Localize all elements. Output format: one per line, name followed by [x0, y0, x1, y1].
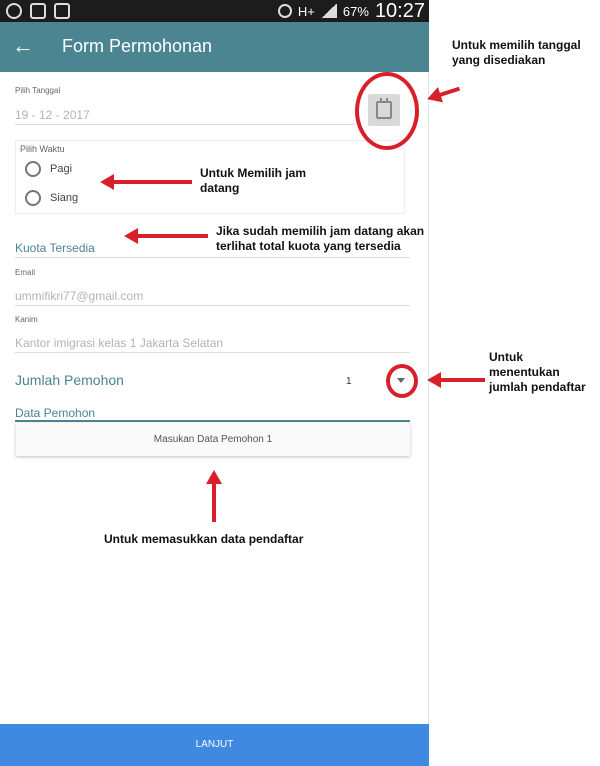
arrow-data-entry-icon [212, 482, 216, 522]
radio-siang-label: Siang [50, 192, 79, 204]
kanim-field[interactable]: Kantor imigrasi kelas 1 Jakarta Selatan [15, 336, 224, 350]
arrow-count-icon [439, 378, 485, 382]
radio-pagi-label: Pagi [50, 163, 73, 175]
location-icon [6, 3, 22, 19]
email-underline [15, 305, 410, 306]
applicant-data-label: Data Pemohon [15, 406, 96, 420]
annotation-count: Untuk menentukan jumlah pendaftar [489, 350, 586, 394]
app-bar [0, 22, 429, 72]
kanim-label: Kanim [15, 315, 38, 324]
back-arrow-icon[interactable]: ← [12, 33, 34, 58]
notification-icons [6, 3, 70, 19]
chat-app-icon [30, 3, 46, 19]
annotation-quota: Jika sudah memilih jam datang akan terlihat total kuota yang tersedia [216, 224, 425, 253]
email-label: Email [15, 268, 36, 277]
status-bar [0, 0, 429, 22]
time-label: Pilih Waktu [20, 144, 65, 154]
date-picker-highlight [355, 72, 419, 150]
annotation-date-picker: Untuk memilih tanggal yang disediakan [452, 38, 581, 67]
arrow-time-icon [112, 180, 192, 184]
radio-circle-icon [25, 190, 41, 206]
applicant-count-value[interactable]: 1 [346, 376, 352, 387]
kanim-underline [15, 352, 410, 353]
radio-siang[interactable] [25, 190, 78, 206]
continue-button[interactable]: LANJUT [0, 724, 429, 766]
page-title: Form Permohonan [62, 36, 213, 56]
date-label: Pilih Tanggal [15, 86, 61, 95]
date-underline [15, 124, 355, 125]
count-dropdown-highlight [386, 364, 418, 398]
date-field[interactable]: 19 - 12 - 2017 [15, 108, 90, 122]
radio-circle-icon [25, 161, 41, 177]
arrow-quota-icon [136, 234, 208, 238]
annotation-data-entry: Untuk memasukkan data pendaftar [104, 532, 304, 546]
status-indicators [278, 0, 425, 22]
arrow-date-icon [438, 87, 460, 98]
clock: 10:27 [374, 0, 425, 22]
battery-level: 67% [342, 3, 369, 19]
quota-title: Kuota Tersedia [15, 241, 95, 255]
annotation-time-choice: Untuk Memilih jam datang [200, 166, 307, 195]
enter-applicant-data-button[interactable]: Masukan Data Pemohon 1 [16, 423, 410, 456]
applicant-data-underline [15, 420, 410, 422]
quota-underline [15, 257, 410, 258]
email-field[interactable]: ummifikri77@gmail.com [15, 289, 144, 303]
messenger-icon [54, 3, 70, 19]
signal-icon [321, 4, 337, 18]
alarm-icon [278, 4, 292, 18]
applicant-count-label: Jumlah Pemohon [15, 372, 124, 388]
network-type: H+ [297, 3, 315, 19]
radio-pagi[interactable] [25, 161, 72, 177]
